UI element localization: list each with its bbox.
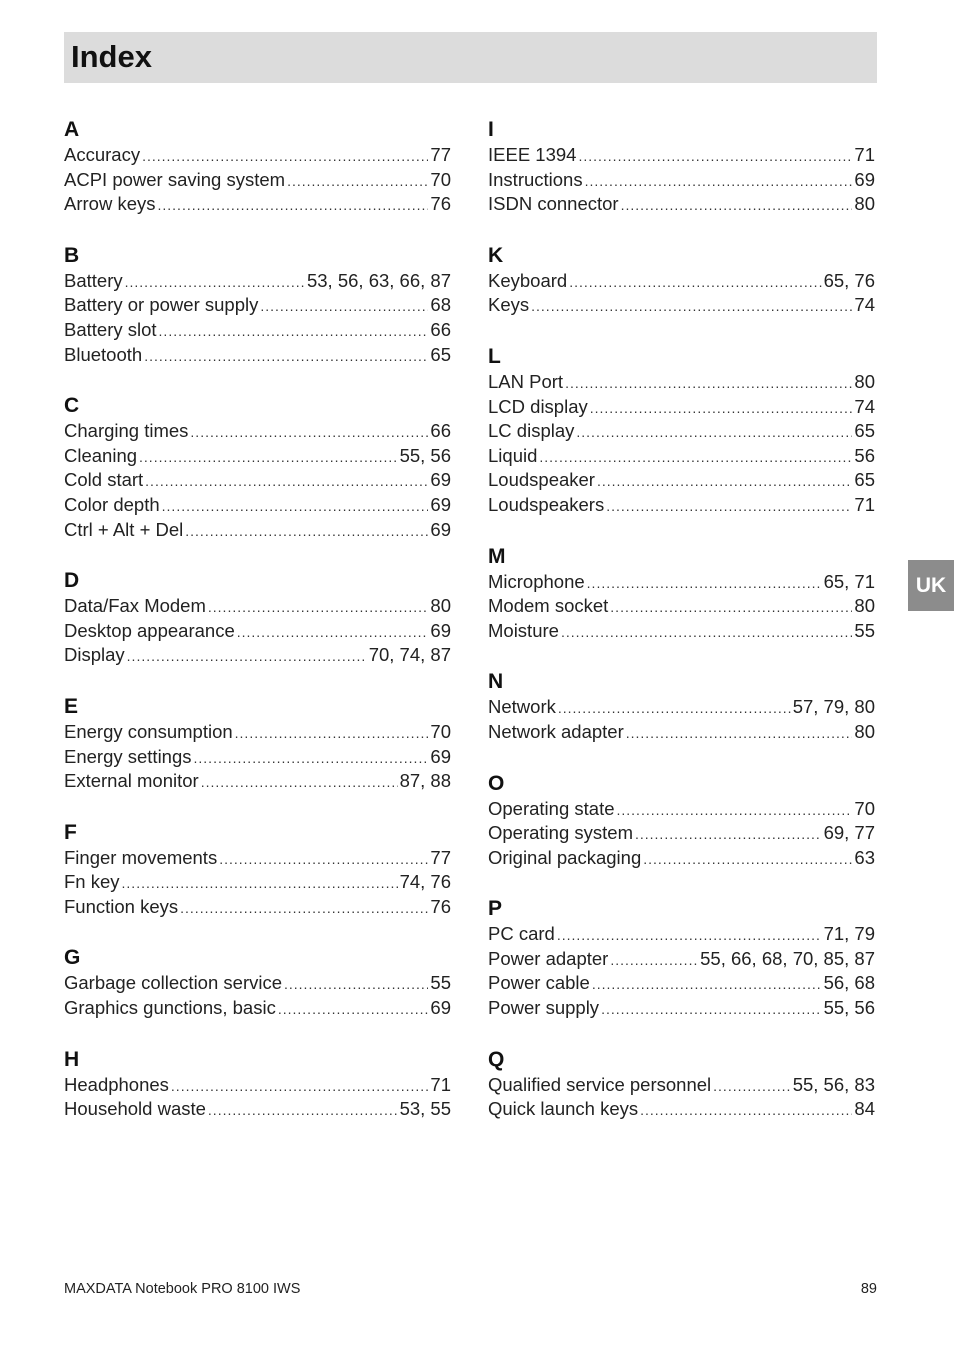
- index-term: Battery slot: [64, 318, 157, 340]
- index-section-l: [488, 345, 875, 518]
- dot-leader: [561, 620, 852, 645]
- dot-leader: [180, 896, 428, 921]
- index-term: Energy consumption: [64, 720, 233, 742]
- dot-leader: [162, 494, 429, 519]
- index-term: Charging times: [64, 420, 189, 442]
- section-letter: B: [64, 243, 80, 267]
- index-entry: [488, 846, 875, 871]
- dot-leader: [142, 144, 428, 169]
- index-entry: [64, 870, 451, 895]
- index-page-numbers: 87, 88: [399, 770, 451, 792]
- index-entry: [488, 971, 875, 996]
- index-page-numbers: 66: [430, 420, 451, 442]
- dot-leader: [144, 344, 428, 369]
- section-letter: G: [64, 946, 81, 970]
- index-entry: [488, 468, 875, 493]
- index-entry: [64, 493, 451, 518]
- dot-leader: [531, 294, 852, 319]
- index-page-numbers: 76: [430, 895, 451, 917]
- index-term: Loudspeakers: [488, 493, 605, 515]
- index-page-numbers: 84: [854, 1098, 875, 1120]
- index-page-numbers: 56: [854, 444, 875, 466]
- index-term: Fn key: [64, 871, 120, 893]
- index-term: Accuracy: [64, 144, 141, 165]
- index-entry: [488, 269, 875, 294]
- index-page-numbers: 80: [854, 720, 875, 742]
- index-entry: [488, 720, 875, 745]
- section-letter: M: [488, 544, 506, 568]
- section-letter: C: [64, 394, 80, 418]
- section-letter: I: [488, 118, 494, 141]
- index-section-o: [488, 772, 875, 871]
- index-page-numbers: 80: [854, 370, 875, 392]
- index-term: ISDN connector: [488, 193, 619, 215]
- index-entry: [488, 168, 875, 193]
- section-letter: Q: [488, 1047, 505, 1071]
- index-page-numbers: 74, 76: [399, 871, 451, 893]
- index-term: Finger movements: [64, 846, 218, 868]
- index-term: IEEE 1394: [488, 144, 577, 165]
- index-entry: [488, 293, 875, 318]
- index-term: LC display: [488, 420, 575, 442]
- index-page-numbers: 74: [854, 395, 875, 417]
- index-term: LCD display: [488, 395, 588, 417]
- index-term: Quick launch keys: [488, 1098, 639, 1120]
- dot-leader: [237, 620, 429, 645]
- index-term: Liquid: [488, 444, 538, 466]
- index-page-numbers: 53, 56, 63, 66, 87: [306, 269, 451, 291]
- index-page-numbers: 71: [430, 1073, 451, 1095]
- index-page-numbers: 80: [854, 193, 875, 215]
- index-entry: [64, 996, 451, 1021]
- index-page-numbers: 70: [430, 720, 451, 742]
- section-letter: A: [64, 118, 80, 141]
- index-term: Keyboard: [488, 269, 568, 291]
- index-page-numbers: 55: [430, 972, 451, 994]
- index-term: Operating system: [488, 822, 633, 844]
- dot-leader: [284, 972, 428, 997]
- dot-leader: [159, 319, 429, 344]
- index-term: LAN Port: [488, 370, 564, 392]
- index-section-h: [64, 1048, 451, 1122]
- index-entry: [64, 419, 451, 444]
- index-term: Energy settings: [64, 745, 192, 767]
- index-entry: [64, 468, 451, 493]
- dot-leader: [208, 595, 429, 620]
- index-page-numbers: 69: [430, 745, 451, 767]
- index-page-numbers: 65: [430, 343, 451, 365]
- index-entry: [64, 293, 451, 318]
- index-section-i: [488, 118, 875, 217]
- index-term: Original packaging: [488, 846, 642, 868]
- index-column-right: [488, 118, 875, 1149]
- index-entry: [488, 922, 875, 947]
- dot-leader: [287, 169, 428, 194]
- index-entry: [488, 419, 875, 444]
- index-title-bar: [64, 32, 877, 83]
- index-term: Battery or power supply: [64, 294, 259, 316]
- index-section-p: [488, 897, 875, 1020]
- index-entry: [488, 395, 875, 420]
- index-term: Network: [488, 696, 556, 718]
- index-section-n: [488, 670, 875, 744]
- section-letter: L: [488, 344, 501, 368]
- index-page-numbers: 56, 68: [823, 972, 875, 994]
- index-page-numbers: 65: [854, 469, 875, 491]
- index-column-left: [64, 118, 451, 1149]
- index-term: Cold start: [64, 469, 144, 491]
- dot-leader: [260, 294, 428, 319]
- index-page-numbers: 65, 71: [823, 570, 875, 592]
- dot-leader: [558, 696, 791, 721]
- index-entry: [64, 643, 451, 668]
- index-section-m: [488, 545, 875, 644]
- index-page-numbers: 55, 56: [823, 997, 875, 1019]
- index-term: Graphics gunctions, basic: [64, 997, 276, 1019]
- dot-leader: [587, 571, 822, 596]
- index-page-numbers: 69: [854, 168, 875, 190]
- index-page-numbers: 77: [430, 846, 451, 868]
- index-section-d: [64, 569, 451, 668]
- index-page-numbers: 65: [854, 420, 875, 442]
- footer-page-number: 89: [860, 1281, 877, 1297]
- index-page-numbers: 68: [430, 294, 451, 316]
- index-page-numbers: 70: [430, 168, 451, 190]
- index-entry: [64, 745, 451, 770]
- index-entry: [488, 996, 875, 1021]
- dot-leader: [643, 847, 852, 872]
- index-page-numbers: 69: [430, 518, 451, 540]
- index-term: Power adapter: [488, 947, 609, 969]
- index-page-numbers: 74: [854, 294, 875, 316]
- index-page-numbers: 69: [430, 997, 451, 1019]
- index-page-numbers: 57, 79, 80: [792, 696, 875, 718]
- index-page-numbers: 71: [854, 144, 875, 165]
- index-entry: [64, 1073, 451, 1098]
- index-entry: [488, 947, 875, 972]
- index-entry: [64, 143, 451, 168]
- index-entry: [64, 619, 451, 644]
- index-entry: [488, 594, 875, 619]
- index-entry: [488, 695, 875, 720]
- page-title: Index: [71, 39, 152, 74]
- index-term: Modem socket: [488, 595, 609, 617]
- index-term: Function keys: [64, 895, 179, 917]
- dot-leader: [610, 595, 852, 620]
- index-entry: [488, 370, 875, 395]
- dot-leader: [606, 494, 852, 519]
- index-entry: [488, 493, 875, 518]
- dot-leader: [597, 469, 852, 494]
- section-letter: K: [488, 243, 504, 267]
- section-letter: E: [64, 694, 79, 718]
- index-entry: [488, 797, 875, 822]
- index-term: ACPI power saving system: [64, 168, 286, 190]
- dot-leader: [621, 193, 853, 218]
- index-term: Qualified service personnel: [488, 1073, 712, 1095]
- index-page-numbers: 71, 79: [823, 923, 875, 945]
- section-letter: N: [488, 670, 504, 694]
- index-term: Battery: [64, 269, 123, 291]
- index-entry: [64, 769, 451, 794]
- index-section-q: [488, 1048, 875, 1122]
- index-term: PC card: [488, 923, 555, 945]
- index-term: Network adapter: [488, 720, 624, 742]
- index-page-numbers: 80: [854, 595, 875, 617]
- index-section-e: [64, 695, 451, 794]
- dot-leader: [640, 1098, 852, 1123]
- index-entry: [64, 720, 451, 745]
- index-section-g: [64, 946, 451, 1020]
- index-page-numbers: 70: [854, 797, 875, 819]
- index-entry: [64, 971, 451, 996]
- index-entry: [488, 192, 875, 217]
- index-page-numbers: 55, 56, 83: [792, 1073, 875, 1095]
- index-term: Color depth: [64, 493, 160, 515]
- index-term: Cleaning: [64, 444, 138, 466]
- index-page-numbers: 55, 66, 68, 70, 85, 87: [700, 947, 875, 969]
- dot-leader: [208, 1098, 398, 1123]
- index-term: Display: [64, 644, 125, 666]
- index-entry: [64, 269, 451, 294]
- dot-leader: [576, 420, 852, 445]
- index-term: Household waste: [64, 1098, 206, 1120]
- index-section-c: [64, 394, 451, 542]
- index-section-f: [64, 821, 451, 920]
- index-term: External monitor: [64, 770, 199, 792]
- dot-leader: [139, 445, 398, 470]
- index-term: Garbage collection service: [64, 972, 282, 994]
- index-page-numbers: 63: [854, 846, 875, 868]
- language-tab-uk: UK: [908, 560, 954, 611]
- dot-leader: [278, 997, 429, 1022]
- index-term: Keys: [488, 294, 530, 316]
- dot-leader: [626, 721, 853, 746]
- index-entry: [64, 518, 451, 543]
- index-entry: [488, 1097, 875, 1122]
- index-entry: [64, 444, 451, 469]
- section-letter: P: [488, 897, 503, 921]
- dot-leader: [201, 770, 398, 795]
- dot-leader: [713, 1074, 791, 1099]
- index-page-numbers: 70, 74, 87: [368, 644, 451, 666]
- dot-leader: [569, 270, 821, 295]
- index-term: Ctrl + Alt + Del: [64, 518, 184, 540]
- dot-leader: [194, 746, 429, 771]
- dot-leader: [557, 923, 822, 948]
- index-term: Arrow keys: [64, 193, 156, 215]
- index-section-a: [64, 118, 451, 217]
- index-term: Moisture: [488, 619, 559, 641]
- index-page-numbers: 69, 77: [823, 822, 875, 844]
- index-page-numbers: 55, 56: [399, 444, 451, 466]
- index-section-b: [64, 244, 451, 367]
- index-section-k: [488, 244, 875, 318]
- section-letter: H: [64, 1047, 80, 1071]
- index-page-numbers: 69: [430, 493, 451, 515]
- index-page-numbers: 66: [430, 318, 451, 340]
- index-term: Bluetooth: [64, 343, 143, 365]
- dot-leader: [610, 948, 698, 973]
- index-page-numbers: 55: [854, 619, 875, 641]
- index-term: Loudspeaker: [488, 469, 595, 491]
- dot-leader: [235, 721, 429, 746]
- index-page-numbers: 76: [430, 193, 451, 215]
- index-page-numbers: 71: [854, 493, 875, 515]
- index-entry: [488, 570, 875, 595]
- index-term: Operating state: [488, 797, 615, 819]
- index-entry: [64, 594, 451, 619]
- index-entry: [488, 444, 875, 469]
- dot-leader: [190, 420, 428, 445]
- index-page-numbers: 77: [430, 144, 451, 165]
- index-entry: [64, 168, 451, 193]
- index-term: Power cable: [488, 972, 590, 994]
- index-term: Data/Fax Modem: [64, 595, 206, 617]
- index-page-numbers: 69: [430, 469, 451, 491]
- section-letter: F: [64, 820, 77, 844]
- dot-leader: [578, 144, 852, 169]
- index-page-numbers: 53, 55: [399, 1098, 451, 1120]
- section-letter: O: [488, 771, 505, 795]
- dot-leader: [539, 445, 852, 470]
- index-entry: [64, 318, 451, 343]
- index-term: Desktop appearance: [64, 619, 235, 641]
- index-entry: [64, 846, 451, 871]
- index-entry: [488, 619, 875, 644]
- index-entry: [488, 1073, 875, 1098]
- dot-leader: [585, 169, 853, 194]
- dot-leader: [158, 193, 429, 218]
- dot-leader: [565, 371, 852, 396]
- index-entry: [64, 1097, 451, 1122]
- dot-leader: [219, 847, 428, 872]
- index-page-numbers: 69: [430, 619, 451, 641]
- index-entry: [64, 343, 451, 368]
- dot-leader: [635, 822, 822, 847]
- footer-product-name: MAXDATA Notebook PRO 8100 IWS: [64, 1281, 301, 1297]
- dot-leader: [127, 644, 367, 669]
- index-entry: [64, 192, 451, 217]
- dot-leader: [601, 997, 822, 1022]
- dot-leader: [125, 270, 305, 295]
- dot-leader: [617, 798, 853, 823]
- index-term: Instructions: [488, 168, 583, 190]
- index-page-numbers: 65, 76: [823, 269, 875, 291]
- index-page-numbers: 80: [430, 595, 451, 617]
- dot-leader: [185, 519, 428, 544]
- dot-leader: [145, 469, 428, 494]
- dot-leader: [590, 396, 853, 421]
- index-term: Headphones: [64, 1073, 169, 1095]
- index-term: Power supply: [488, 997, 600, 1019]
- index-entry: [488, 821, 875, 846]
- dot-leader: [122, 871, 398, 896]
- section-letter: D: [64, 569, 80, 593]
- index-entry: [488, 143, 875, 168]
- index-term: Microphone: [488, 570, 585, 592]
- index-entry: [64, 895, 451, 920]
- dot-leader: [171, 1074, 429, 1099]
- dot-leader: [592, 972, 822, 997]
